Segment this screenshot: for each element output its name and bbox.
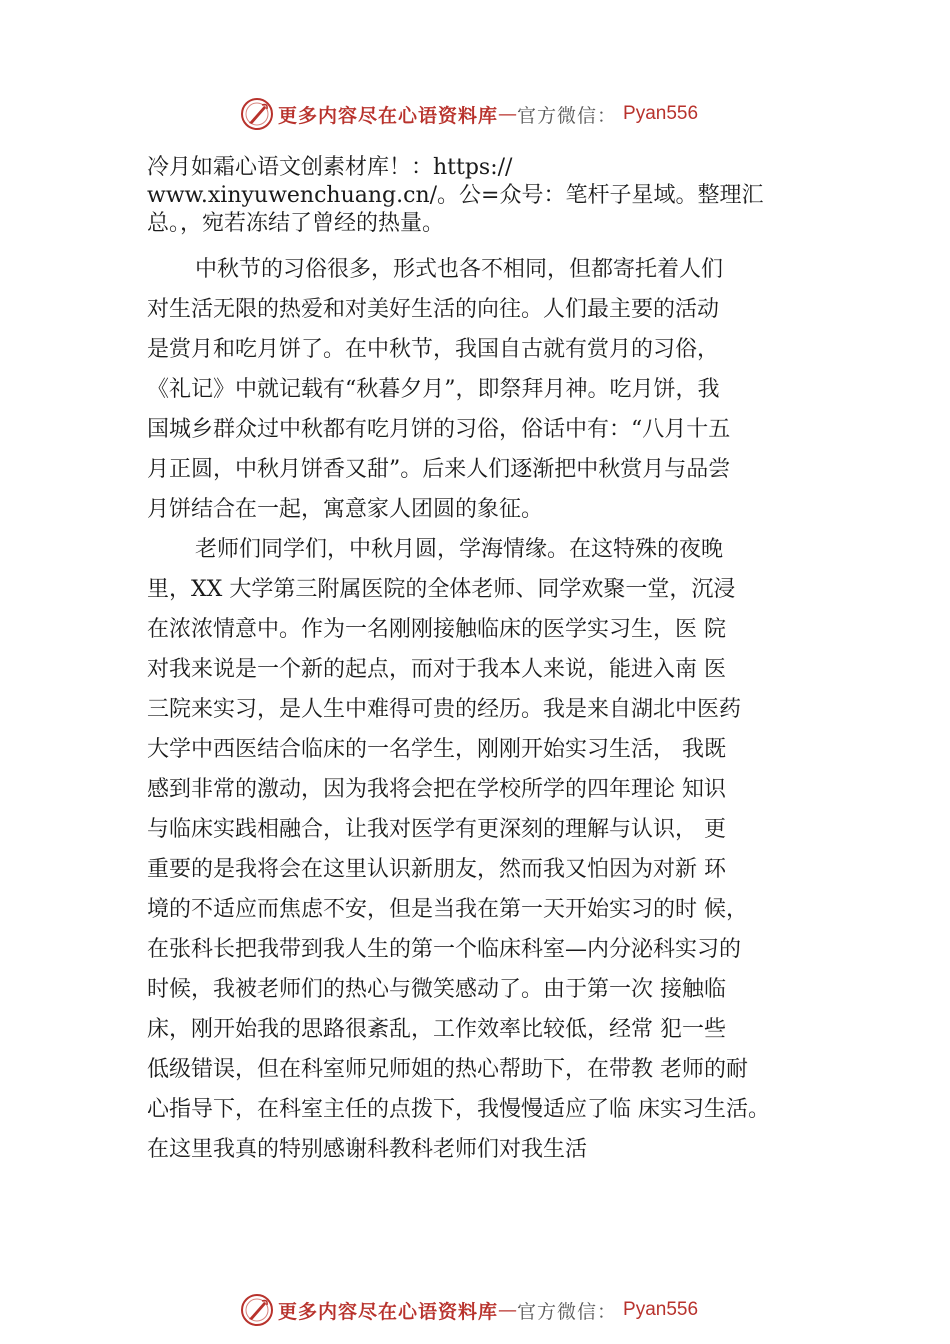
body-line: 月饼结合在一起，寓意家人团圆的象征。: [147, 497, 544, 522]
intro-line: 冷月如霜心语文创素材库！：https://: [147, 155, 513, 180]
banner-slogan: 更多内容尽在心语资料库: [278, 104, 499, 127]
body-line: 《礼记》中就记载有“秋暮夕月”，即祭拜月神。吃月饼，我: [147, 377, 720, 402]
body-line: 境的不适应而焦虑不安，但是当我在第一天开始实习的时 候，: [147, 897, 748, 922]
body-line: 低级错误，但在科室师兄师姐的热心帮助下，在带教 老师的耐: [147, 1057, 748, 1082]
quill-logo-icon: [240, 97, 274, 131]
banner-official-label: 官方微信：: [517, 1300, 618, 1323]
footer-banner: [240, 1292, 760, 1328]
header-banner: [240, 96, 760, 132]
body-line: 对我来说是一个新的起点，而对于我本人来说，能进入南 医: [147, 657, 726, 682]
banner-wechat-id: Pyan556: [623, 1299, 699, 1320]
body-line: 对生活无限的热爱和对美好生活的向往。人们最主要的活动: [147, 297, 720, 322]
body-line: 在张科长把我带到我人生的第一个临床科室—内分泌科实习的: [147, 937, 742, 962]
banner-official-label: 官方微信：: [517, 104, 618, 127]
intro-line: www.xinyuwenchuang.cn/。公=众号：笔杆子星域。整理汇: [147, 183, 764, 208]
body-line: 感到非常的激动，因为我将会把在学校所学的四年理论 知识: [147, 777, 726, 802]
quill-logo-icon: [240, 1293, 274, 1327]
body-line: 与临床实践相融合，让我对医学有更深刻的理解与认识， 更: [147, 817, 726, 842]
banner-slogan: 更多内容尽在心语资料库: [278, 1300, 499, 1323]
body-line: 在这里我真的特别感谢科教科老师们对我生活: [147, 1137, 588, 1162]
body-line: 在浓浓情意中。作为一名刚刚接触临床的医学实习生，医 院: [147, 617, 726, 642]
body-line: 里，XX 大学第三附属医院的全体老师、同学欢聚一堂，沉浸: [147, 577, 736, 602]
banner-separator: —: [498, 103, 518, 125]
body-line: 中秋节的习俗很多，形式也各不相同，但都寄托着人们: [195, 257, 724, 282]
body-line: 三院来实习，是人生中难得可贵的经历。我是来自湖北中医药: [147, 697, 742, 722]
body-line: 国城乡群众过中秋都有吃月饼的习俗，俗话中有：“八月十五: [147, 417, 731, 442]
body-line: 大学中西医结合临床的一名学生，刚刚开始实习生活， 我既: [147, 737, 726, 762]
intro-paragraph: [147, 154, 847, 238]
banner-wechat-id: Pyan556: [623, 103, 699, 124]
body-line: 是赏月和吃月饼了。在中秋节，我国自古就有赏月的习俗，: [147, 337, 720, 362]
body-line: 老师们同学们，中秋月圆，学海情缘。在这特殊的夜晚: [195, 537, 724, 562]
body-line: 床，刚开始我的思路很紊乱，工作效率比较低，经常 犯一些: [147, 1017, 726, 1042]
body-text: [147, 250, 847, 1170]
body-line: 月正圆，中秋月饼香又甜”。后来人们逐渐把中秋赏月与品尝: [147, 457, 731, 482]
body-line: 时候，我被老师们的热心与微笑感动了。由于第一次 接触临: [147, 977, 726, 1002]
body-line: 重要的是我将会在这里认识新朋友，然而我又怕因为对新 环: [147, 857, 726, 882]
intro-line: 总。，宛若冻结了曾经的热量。: [147, 211, 445, 236]
body-line: 心指导下，在科室主任的点拨下，我慢慢适应了临 床实习生活。: [147, 1097, 770, 1122]
banner-separator: —: [498, 1299, 518, 1321]
